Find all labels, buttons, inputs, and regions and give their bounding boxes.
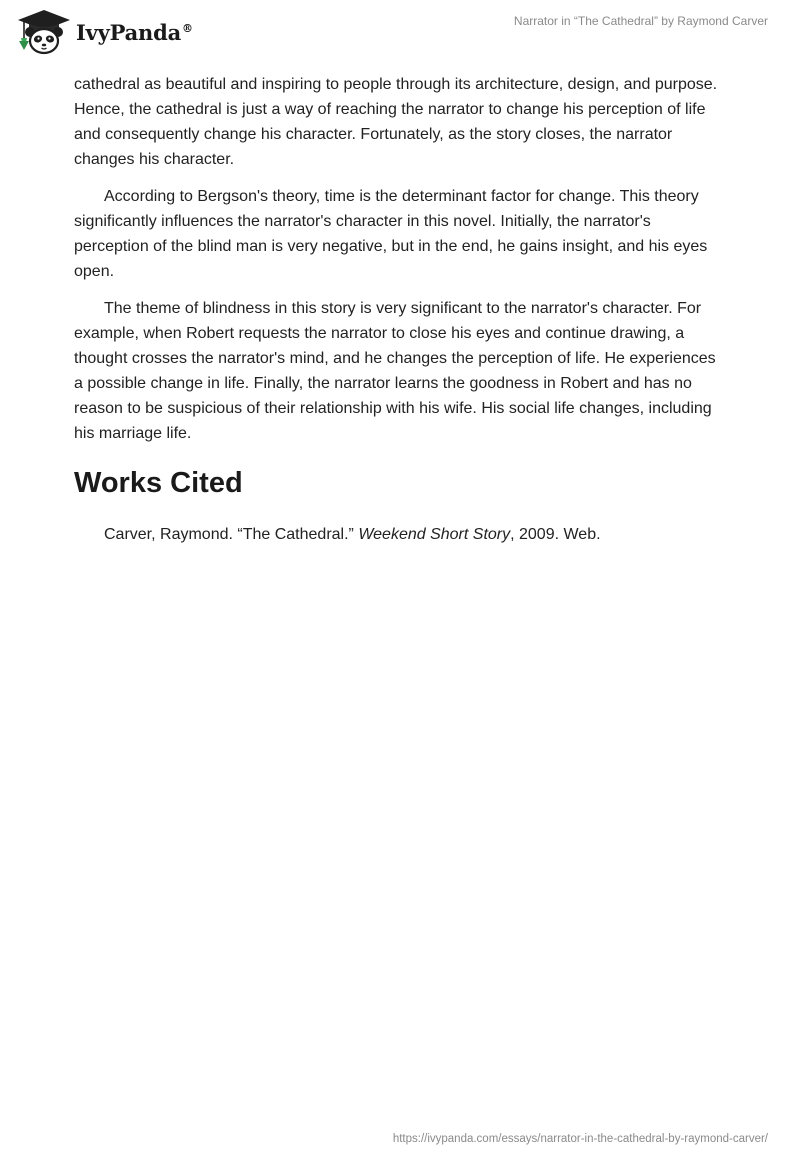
citation-source: Weekend Short Story (358, 526, 511, 543)
ivypanda-logo[interactable] (16, 8, 193, 56)
body-paragraph: The theme of blindness in this story is very significant to the narrator's character. For example, when Robert requests the narrator to close his eyes and continue drawing, a thought crosses the narrator's mind, and he changes the perception of life. He experiences a possible change in life. Finally, the narrator learns the goodness in Robert and has no reason to be suspicious of their relationship with his wife. His social life changes, including his marriage life. (74, 300, 716, 442)
works-cited-heading: Works Cited (74, 467, 243, 499)
panda-graduate-icon (16, 8, 72, 56)
citation-entry (74, 522, 724, 547)
body-paragraph: According to Bergson's theory, time is the determinant factor for change. This theory significantly influences the narrator's character in this novel. Initially, the narrator's perception of the blind man is very negative, but in the end, he gains insight, and his eyes open. (74, 188, 708, 280)
logo-text: IvyPanda® (76, 19, 193, 45)
body-paragraph: cathedral as beautiful and inspiring to people through its architecture, design, and purpose. Hence, the cathedral is just a way of reaching the narrator to change his perception of life and consequently change his character. Fortunately, as the story closes, the narrator changes his character. (74, 76, 718, 168)
essay-content (74, 72, 724, 547)
citation-year: , 2009. Web. (510, 526, 601, 543)
citation-author-title: Carver, Raymond. “The Cathedral.” (104, 526, 359, 543)
source-url[interactable]: https://ivypanda.com/essays/narrator-in-the-cathedral-by-raymond-carver/ (392, 1133, 768, 1145)
running-title: Narrator in “The Cathedral” by Raymond Carver (513, 14, 768, 28)
page-header (0, 0, 800, 64)
